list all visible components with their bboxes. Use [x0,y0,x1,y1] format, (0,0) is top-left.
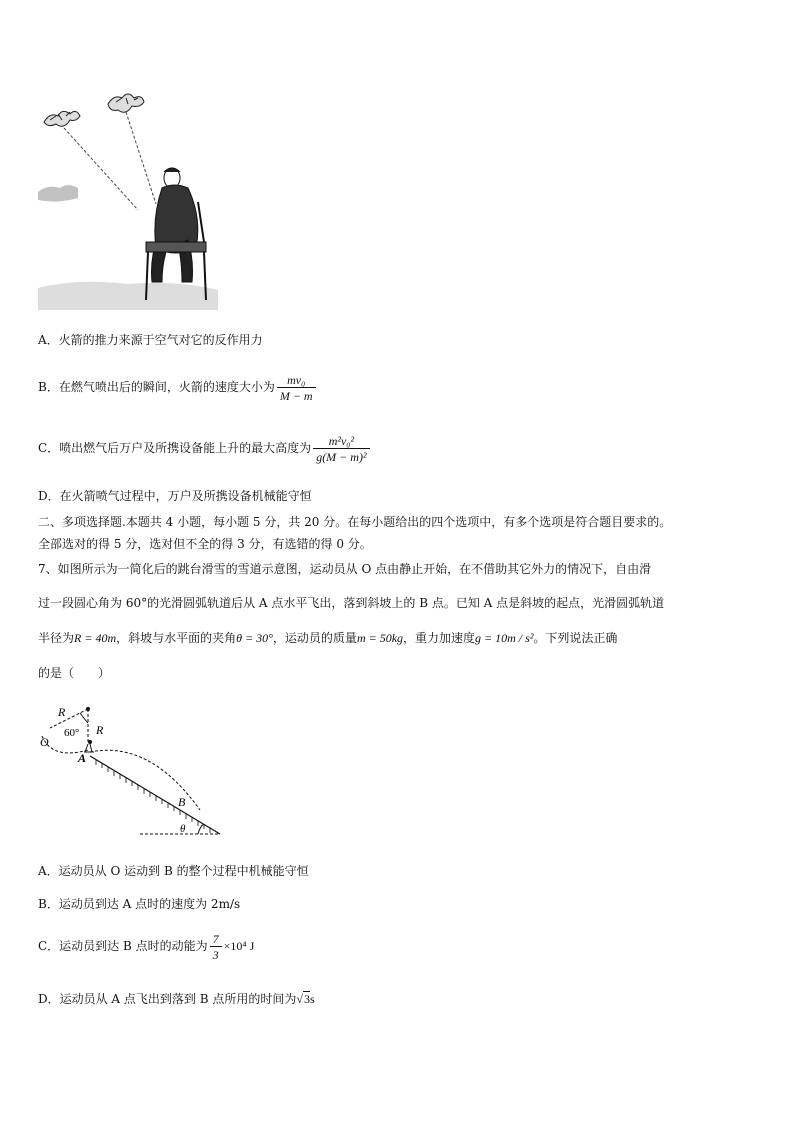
fraction-numerator: mv₀ [287,372,306,387]
q6-option-a: A．火箭的推力来源于空气对它的反作用力 [38,333,263,347]
q6-option-d: D．在火箭喷气过程中，万户及所携设备机械能守恒 [38,489,312,503]
label-R-top: R [58,705,66,719]
label-B: B [178,795,186,809]
q7-option-a: A．运动员从 O 运动到 B 的整个过程中机械能守恒 [38,864,309,878]
q7-option-c-tail: ×10⁴ J [223,939,255,953]
theta-arc [198,824,204,834]
label-A: A [78,751,87,765]
section2-instructions-line2: 全部选对的得 5 分，选对但不全的得 3 分，有选错的得 0 分。 [38,537,372,551]
fraction-numerator: m²v₀² [328,433,355,448]
label-theta: θ [180,823,186,835]
fraction-denominator: 3 [210,946,222,962]
slope-line [90,756,220,834]
slope-hatching [96,760,210,833]
q7-text: ，斜坡与水平面的夹角 [116,631,237,645]
q7-stem-line2: 过一段圆心角为 60°的光滑圆弧轨道后从 A 点水平飞出，落到斜坡上的 B 点。已知 A 点是斜坡的起点，光滑圆弧轨道 [38,596,665,610]
radius-value: R = 40m [74,631,117,645]
q7-text: 半径为 [38,631,75,645]
q7-stem-line4: 的是（ ） [38,666,111,680]
radius-line-slant [50,709,88,728]
q6-option-c-fraction [313,434,369,464]
q6-option-c [38,430,372,466]
angle-value: θ = 30° [236,631,273,645]
ski-jump-diagram [30,700,230,840]
q7-option-c-fraction [210,932,222,962]
rocket-left-icon [44,111,80,126]
section2-instructions-line1: 二、多项选择题.本题共 4 小题，每小题 5 分，共 20 分。在每小题给出的四个选项中，有多个选项是符合题目要求的。 [38,515,672,529]
fraction-numerator: 7 [212,931,219,946]
q6-option-b [38,370,318,404]
q7-option-c [38,928,254,964]
fraction-denominator: g(M − m)² [313,448,369,464]
q7-stem-line1: 7、如图所示为一简化后的跳台滑雪的雪道示意图，运动员从 O 点由静止开始，在不借助其它外力的情况下，自由滑 [38,562,652,576]
q7-text: ，重力加速度 [403,631,476,645]
gravity-value: g = 10m / s² [475,631,534,645]
mass-value: m = 50kg [356,631,404,645]
label-O: O [40,735,49,749]
q7-stem-line3 [38,629,617,647]
wanhu-figure-icon [146,168,206,300]
rocket-right-icon [108,94,144,112]
label-R-right: R [96,723,104,737]
q7-option-b: B．运动员到达 A 点时的速度为 2m/s [38,897,241,911]
q7-option-d: D．运动员从 A 点飞出到落到 B 点所用的时间为√3s [38,992,315,1006]
label-angle: 60° [64,727,80,739]
q6-option-b-fraction [277,373,316,403]
q6-option-b-text: B．在燃气喷出后的瞬间，火箭的速度大小为 [38,380,275,394]
q7-option-c-text: C．运动员到达 B 点时的动能为 [38,939,208,953]
fraction-denominator: M − m [277,387,316,403]
q6-option-c-text: C．喷出燃气后万户及所携设备能上升的最大高度为 [38,441,312,455]
sqrt-radicand: 3 [303,992,310,1006]
q7-option-d-text: D．运动员从 A 点飞出到落到 B 点所用的时间为 [38,992,297,1006]
q7-text: 。下列说法正确 [533,631,618,645]
angle-arc [80,713,88,723]
q7-text: ，运动员的质量 [272,631,357,645]
time-unit: s [309,992,315,1006]
wanhu-rocket-illustration [38,92,218,310]
